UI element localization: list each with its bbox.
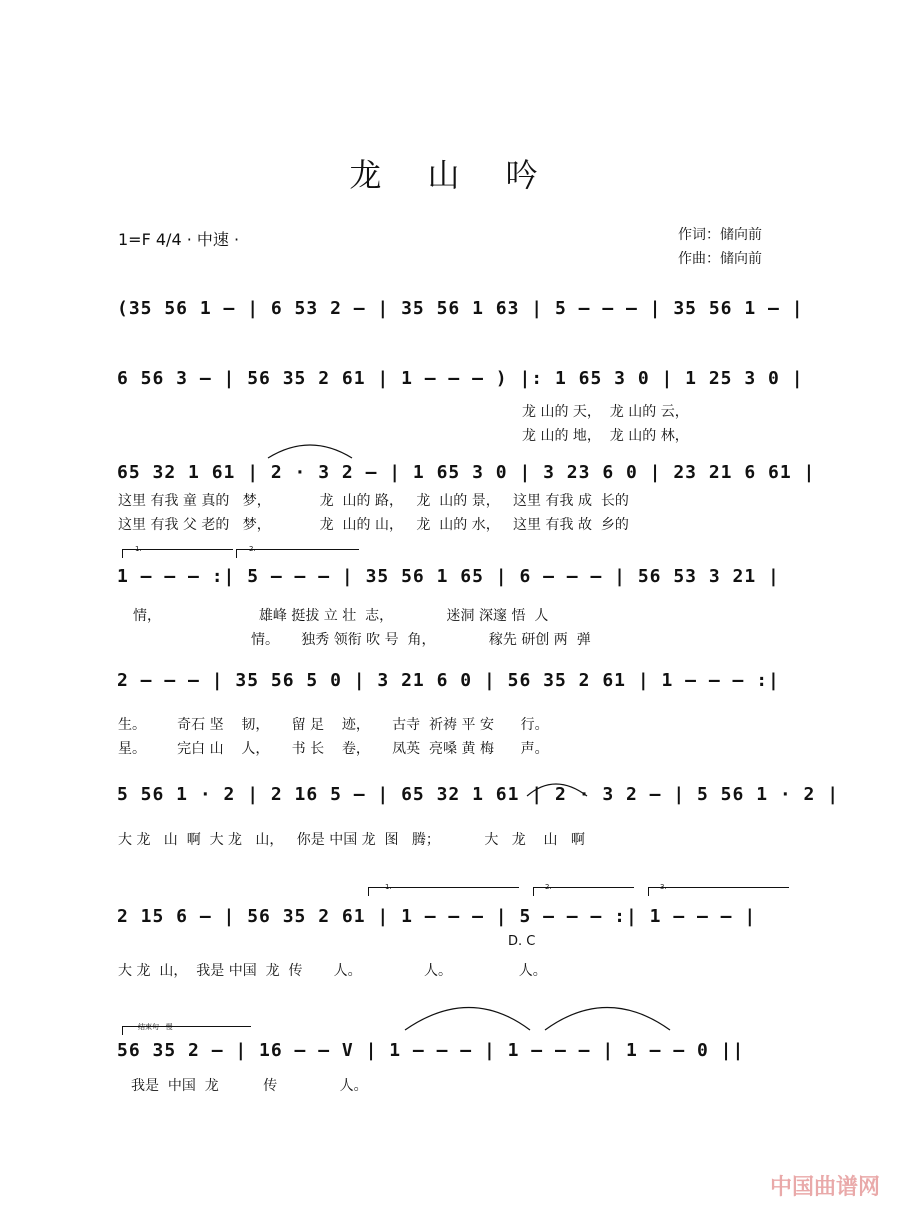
lyric-line: 情， 雄峰 挺拔 立 壮 志， 迷洞 深邃 悟 人 xyxy=(133,608,549,624)
notation-row: 1 – – – :| 5 – – – | 35 56 1 65 | 6 – – – | 56 53 3 21 | xyxy=(117,566,780,587)
lyric-line: 我是 中国 龙 传 人。 xyxy=(131,1078,368,1094)
key-tempo: 1=F 4/4 · 中速 · xyxy=(118,230,240,249)
lyric-line: 龙 山的 地， 龙 山的 林， xyxy=(522,428,689,444)
notation-row: 56 35 2 – | 16 – – V | 1 – – – | 1 – – – | 1 – – 0 || xyxy=(117,1040,745,1061)
lyric-line: 大 龙 山 啊 大 龙 山， 你是 中国 龙 图 腾； 大 龙 山 啊 xyxy=(118,832,585,848)
ending-label: 结束句 · 慢 xyxy=(138,1023,173,1031)
song-title: 龙 山 吟 xyxy=(349,156,556,194)
notation-row: (35 56 1 – | 6 53 2 – | 35 56 1 63 | 5 – – – | 35 56 1 – | xyxy=(117,298,804,319)
volta-number: 3. xyxy=(660,883,667,891)
da-capo-mark: D. C xyxy=(508,934,536,949)
lyric-line: 星。 完白 山 人， 书 长 卷， 凤英 亮嗓 黄 梅 声。 xyxy=(118,741,549,757)
notation-row: 65 32 1 61 | 2 · 3 2 – | 1 65 3 0 | 3 23 6 0 | 23 21 6 61 | xyxy=(117,462,816,483)
lyricist: 作词：储向前 xyxy=(678,227,762,243)
composer: 作曲：储向前 xyxy=(678,251,762,267)
notation-row: 2 – – – | 35 56 5 0 | 3 21 6 0 | 56 35 2 61 | 1 – – – :| xyxy=(117,670,780,691)
volta-number: 2. xyxy=(545,883,552,891)
lyric-line: 这里 有我 童 真的 梦， 龙 山的 路， 龙 山的 景， 这里 有我 成 长的 xyxy=(118,493,629,509)
notation-row: 5 56 1 · 2 | 2 16 5 – | 65 32 1 61 | 2 · 3 2 – | 5 56 1 · 2 | xyxy=(117,784,840,805)
lyric-line: 这里 有我 父 老的 梦， 龙 山的 山， 龙 山的 水， 这里 有我 故 乡的 xyxy=(118,517,629,533)
lyric-line: 龙 山的 天， 龙 山的 云， xyxy=(522,404,689,420)
lyric-line: 大 龙 山， 我是 中国 龙 传 人。 人。 人。 xyxy=(118,963,547,979)
volta-number: 1. xyxy=(385,883,392,891)
lyric-line: 情。 独秀 领衔 吹 号 角， 稼先 研创 两 弹 xyxy=(251,632,591,648)
lyric-line: 生。 奇石 坚 韧， 留 足 迹， 古寺 祈祷 平 安 行。 xyxy=(118,717,549,733)
volta-number: 2. xyxy=(249,545,256,553)
notation-row: 6 56 3 – | 56 35 2 61 | 1 – – – ) |: 1 65 3 0 | 1 25 3 0 | xyxy=(117,368,804,389)
volta-number: 1. xyxy=(135,545,142,553)
watermark-logo: 中国曲谱网 xyxy=(769,1175,880,1200)
notation-row: 2 15 6 – | 56 35 2 61 | 1 – – – | 5 – – – :| 1 – – – | xyxy=(117,906,757,927)
